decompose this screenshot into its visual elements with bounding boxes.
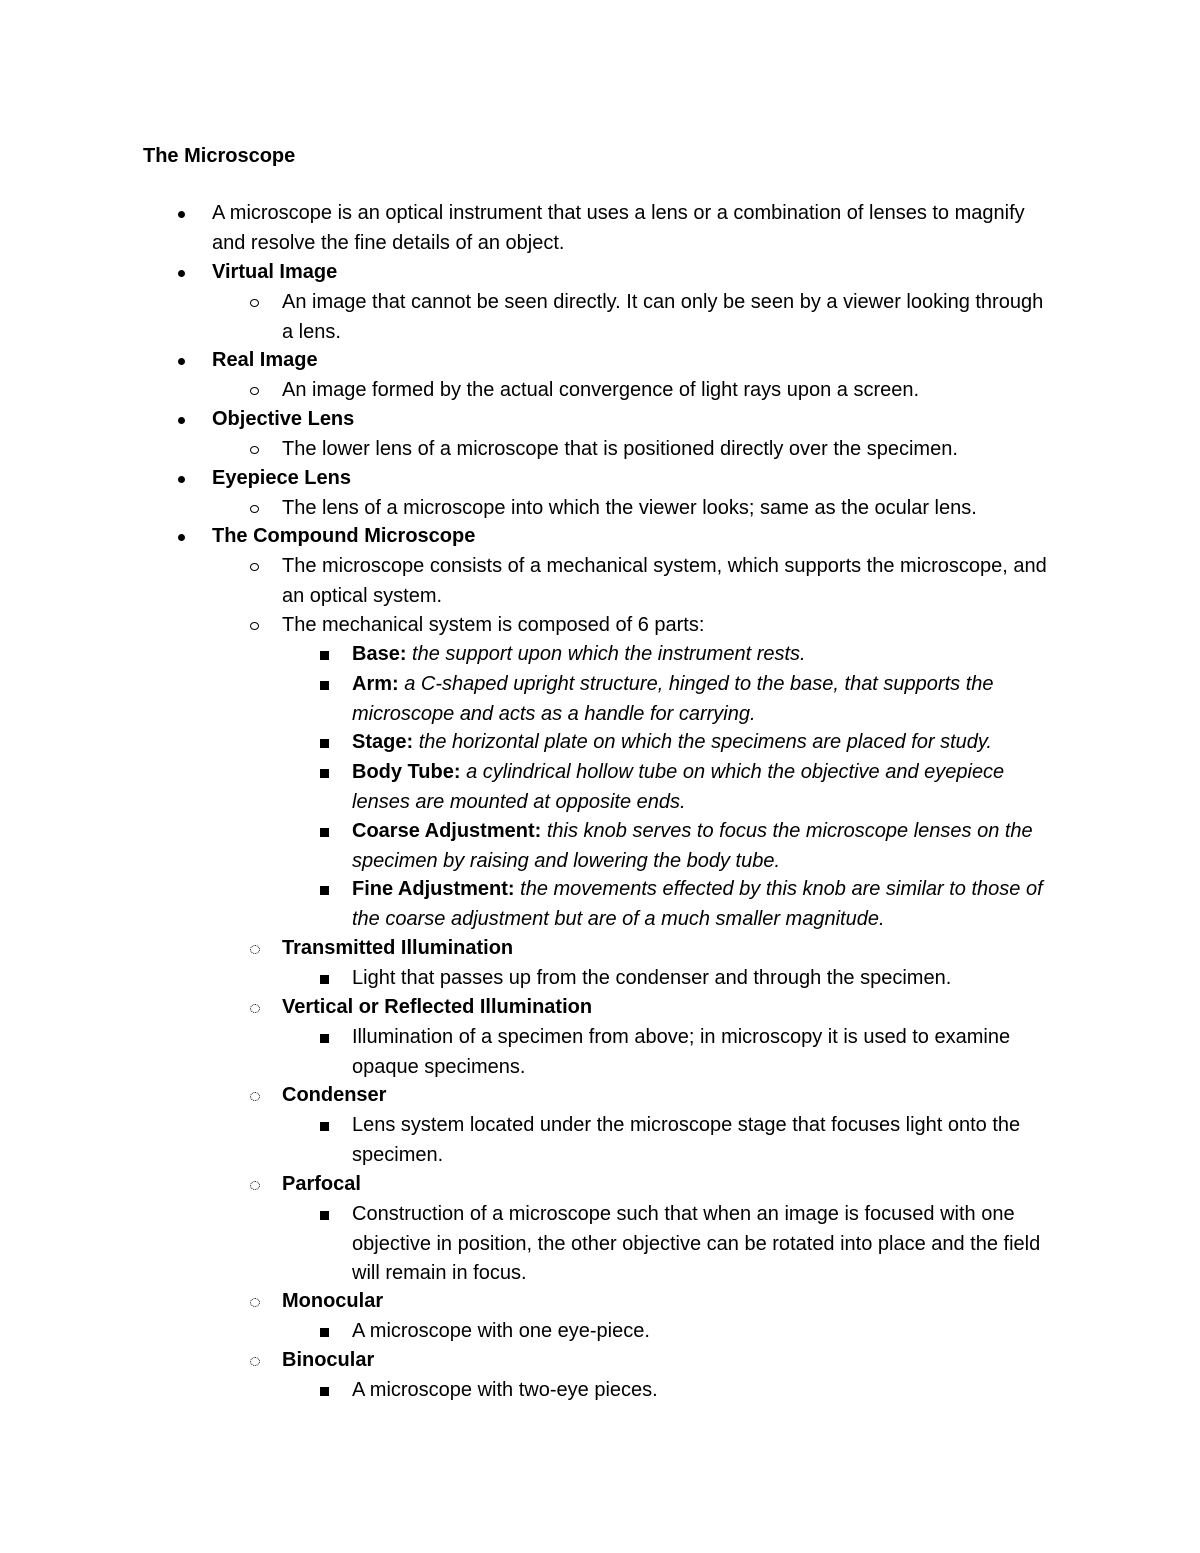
list-item: The lower lens of a microscope that is positioned directly over the specimen. xyxy=(246,435,1056,465)
list-item: Body Tube: a cylindrical hollow tube on which the objective and eyepiece lenses are mounted at opposite ends. xyxy=(316,758,1061,817)
circle-bullet-icon xyxy=(250,299,259,307)
list-item: A microscope is an optical instrument that uses a lens or a combination of lenses to magnify and resolve the fine details of an object. xyxy=(176,199,1056,258)
list-item: Objective Lens xyxy=(176,405,1056,435)
disc-bullet-icon xyxy=(178,534,185,541)
list-item: The Compound Microscope xyxy=(176,522,1056,552)
square-bullet-icon xyxy=(320,1211,329,1220)
circle-bullet-icon xyxy=(250,622,259,630)
list-item: Virtual Image xyxy=(176,258,1056,288)
list-item: The mechanical system is composed of 6 parts: xyxy=(246,611,1056,641)
dotted-circle-bullet-icon xyxy=(250,1092,260,1101)
list-item: Illumination of a specimen from above; in microscopy it is used to examine opaque specimens. xyxy=(316,1023,1061,1082)
dotted-circle-bullet-icon xyxy=(250,1181,260,1190)
list-item: Lens system located under the microscope stage that focuses light onto the specimen. xyxy=(316,1111,1061,1170)
circle-bullet-icon xyxy=(250,505,259,513)
square-bullet-icon xyxy=(320,975,329,984)
dotted-circle-bullet-icon xyxy=(250,1004,260,1013)
list-item: Light that passes up from the condenser and through the specimen. xyxy=(316,964,1061,994)
square-bullet-icon xyxy=(320,769,329,778)
disc-bullet-icon xyxy=(178,417,185,424)
list-item: Parfocal xyxy=(246,1170,1056,1200)
square-bullet-icon xyxy=(320,828,329,837)
disc-bullet-icon xyxy=(178,476,185,483)
list-item: A microscope with two-eye pieces. xyxy=(316,1376,1061,1406)
square-bullet-icon xyxy=(320,886,329,895)
list-item: The lens of a microscope into which the viewer looks; same as the ocular lens. xyxy=(246,494,1056,524)
square-bullet-icon xyxy=(320,651,329,660)
dotted-circle-bullet-icon xyxy=(250,1298,260,1307)
square-bullet-icon xyxy=(320,1328,329,1337)
document-title: The Microscope xyxy=(143,145,296,167)
list-item: Real Image xyxy=(176,346,1056,376)
list-item: Monocular xyxy=(246,1287,1056,1317)
list-item: An image that cannot be seen directly. It can only be seen by a viewer looking through a lens. xyxy=(246,288,1056,347)
list-item: Eyepiece Lens xyxy=(176,464,1056,494)
list-item: Binocular xyxy=(246,1346,1056,1376)
square-bullet-icon xyxy=(320,739,329,748)
list-item: Base: the support upon which the instrument rests. xyxy=(316,640,1061,670)
list-item: Coarse Adjustment: this knob serves to focus the microscope lenses on the specimen by raising and lowering the body tube. xyxy=(316,817,1061,876)
list-item: Arm: a C-shaped upright structure, hinged to the base, that supports the microscope and acts as a handle for carrying. xyxy=(316,670,1061,729)
disc-bullet-icon xyxy=(178,270,185,277)
list-item: A microscope with one eye-piece. xyxy=(316,1317,1061,1347)
disc-bullet-icon xyxy=(178,358,185,365)
dotted-circle-bullet-icon xyxy=(250,945,260,954)
square-bullet-icon xyxy=(320,1387,329,1396)
list-item: Fine Adjustment: the movements effected by this knob are similar to those of the coarse adjustment but are of a much smaller magnitude. xyxy=(316,875,1061,934)
list-item: Vertical or Reflected Illumination xyxy=(246,993,1056,1023)
circle-bullet-icon xyxy=(250,446,259,454)
square-bullet-icon xyxy=(320,681,329,690)
circle-bullet-icon xyxy=(250,387,259,395)
list-item: Construction of a microscope such that when an image is focused with one objective in position, the other objective can be rotated into place and the field will remain in focus. xyxy=(316,1200,1061,1289)
square-bullet-icon xyxy=(320,1034,329,1043)
dotted-circle-bullet-icon xyxy=(250,1357,260,1366)
square-bullet-icon xyxy=(320,1122,329,1131)
list-item: An image formed by the actual convergence of light rays upon a screen. xyxy=(246,376,1056,406)
list-item: Condenser xyxy=(246,1081,1056,1111)
list-item: Stage: the horizontal plate on which the specimens are placed for study. xyxy=(316,728,1061,758)
list-item: The microscope consists of a mechanical system, which supports the microscope, and an optical system. xyxy=(246,552,1056,611)
list-item: Transmitted Illumination xyxy=(246,934,1056,964)
disc-bullet-icon xyxy=(178,211,185,218)
circle-bullet-icon xyxy=(250,563,259,571)
